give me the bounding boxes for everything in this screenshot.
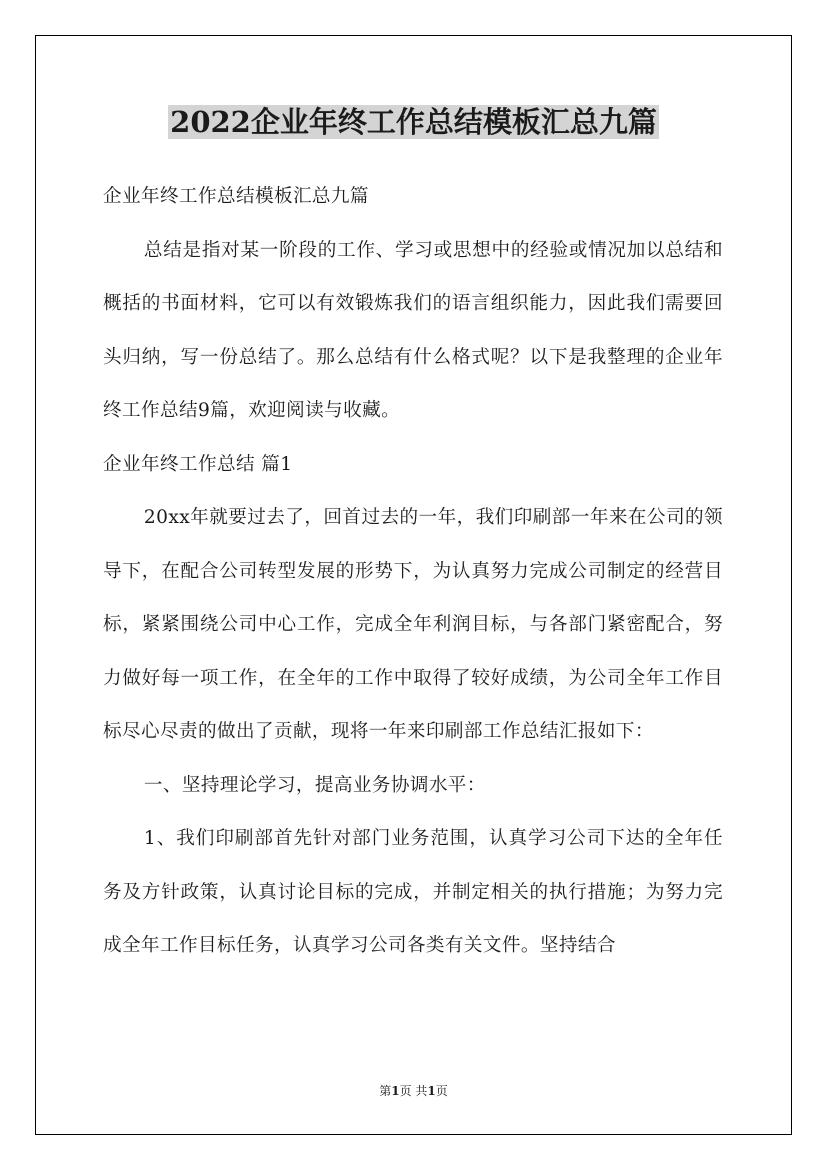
subsection-heading: 一、坚持理论学习，提高业务协调水平：: [143, 774, 486, 796]
section-heading: 企业年终工作总结 篇1: [103, 453, 293, 475]
body-paragraph: 20xx年就要过去了，回首过去的一年，我们印刷部一年来在公司的领导下，在配合公司转型发展的形势下，为认真努力完成公司制定的经营目标，紧紧围绕公司中心工作，完成全年利润目标，与各部门紧密配合，努力做好每一项工作，在全年的工作中取得了较好成绩，为公司全年工作目标尽心尽责的做出了贡献，现将一年来印刷部工作总结汇报如下：: [103, 507, 723, 742]
body-paragraph: 1、我们印刷部首先针对部门业务范围，认真学习公司下达的全年任务及方针政策，认真讨论目标的完成，并制定相关的执行措施；为努力完成全年工作目标任务，认真学习公司各类有关文件。坚持结合: [103, 828, 723, 956]
page-total: 1: [427, 1084, 436, 1098]
page-prefix: 第: [379, 1084, 392, 1098]
page-mid: 页 共: [399, 1084, 428, 1098]
page-footer: [0, 1082, 827, 1100]
subtitle-paragraph: 企业年终工作总结模板汇总九篇: [103, 186, 369, 207]
document-title: [0, 100, 827, 144]
document-body: [103, 170, 723, 973]
page-suffix: 页: [435, 1084, 448, 1098]
intro-paragraph: 总结是指对某一阶段的工作、学习或思想中的经验或情况加以总结和概括的书面材料，它可以有效锻炼我们的语言组织能力，因此我们需要回头归纳，写一份总结了。那么总结有什么格式呢？以下是我整理的企业年终工作总结9篇，欢迎阅读与收藏。: [103, 239, 723, 421]
document-title-text: 2022企业年终工作总结模板汇总九篇: [170, 105, 657, 139]
page-number: 1: [391, 1084, 400, 1098]
